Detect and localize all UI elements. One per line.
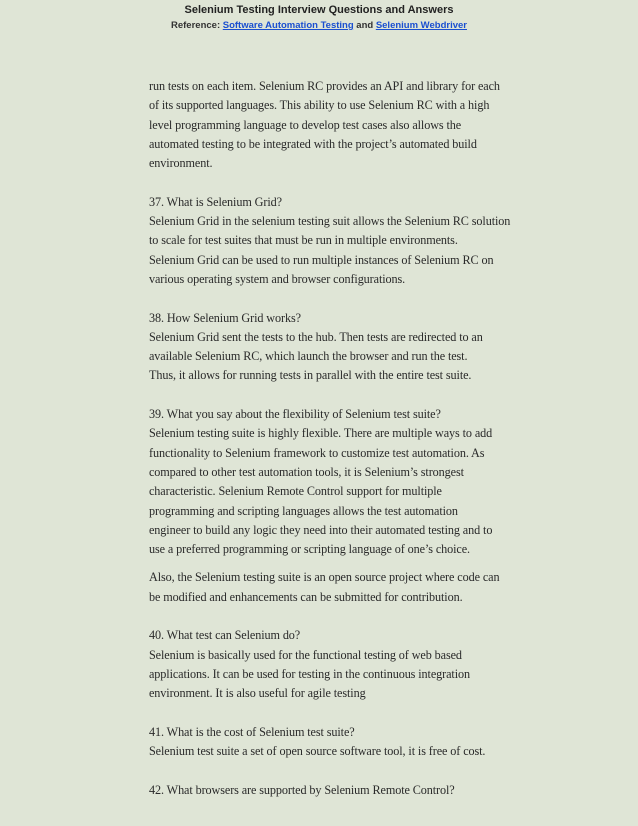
paragraph-open-source bbox=[149, 568, 569, 607]
text-line: programming and scripting languages allows the test automation bbox=[149, 503, 458, 518]
software-automation-testing-link[interactable]: Software Automation Testing bbox=[222, 20, 354, 31]
question-heading: 38. How Selenium Grid works? bbox=[149, 310, 301, 325]
text-line: various operating system and browser configurations. bbox=[149, 271, 406, 286]
text-line: be modified and enhancements can be submitted for contribution. bbox=[149, 589, 463, 604]
text-line: characteristic. Selenium Remote Control support for multiple bbox=[149, 484, 442, 499]
text-line: Selenium testing suite is highly flexible. There are multiple ways to add bbox=[149, 426, 493, 441]
reference-prefix: Reference: bbox=[171, 20, 223, 31]
text-line: Selenium Grid sent the tests to the hub. Then tests are redirected to an bbox=[149, 329, 483, 344]
question-40 bbox=[149, 626, 569, 703]
question-37 bbox=[149, 193, 569, 289]
text-line: level programming language to develop test cases also allows the bbox=[149, 117, 462, 132]
text-line: use a preferred programming or scripting language of one’s choice. bbox=[149, 542, 470, 557]
question-38 bbox=[149, 309, 569, 386]
document-body bbox=[149, 77, 569, 819]
text-line: Also, the Selenium testing suite is an open source project where code can bbox=[149, 570, 500, 585]
question-39 bbox=[149, 405, 569, 559]
text-line: Thus, it allows for running tests in parallel with the entire test suite. bbox=[149, 368, 472, 383]
text-line: Selenium Grid in the selenium testing suit allows the Selenium RC solution bbox=[149, 214, 511, 229]
question-heading: 37. What is Selenium Grid? bbox=[149, 194, 282, 209]
question-heading: 39. What you say about the flexibility of Selenium test suite? bbox=[149, 407, 441, 422]
document-title: Selenium Testing Interview Questions and Answers bbox=[184, 4, 454, 16]
text-line: available Selenium RC, which launch the browser and run the test. bbox=[149, 349, 468, 364]
text-line: of its supported languages. This ability to use Selenium RC with a high bbox=[149, 98, 490, 113]
question-heading: 40. What test can Selenium do? bbox=[149, 628, 301, 643]
text-line: run tests on each item. Selenium RC provides an API and library for each bbox=[149, 79, 500, 93]
text-line: compared to other test automation tools, it is Selenium’s strongest bbox=[149, 464, 464, 479]
question-heading: 42. What browsers are supported by Selenium Remote Control? bbox=[149, 782, 455, 797]
text-line: automated testing to be integrated with the project’s automated build bbox=[149, 136, 477, 151]
text-line: Selenium is basically used for the functional testing of web based bbox=[149, 647, 462, 662]
text-line: Selenium test suite a set of open source software tool, it is free of cost. bbox=[149, 744, 486, 759]
page-header bbox=[0, 0, 638, 32]
text-line: to scale for test suites that must be run in multiple environments. bbox=[149, 233, 458, 248]
text-line: applications. It can be used for testing in the continuous integration bbox=[149, 666, 470, 681]
text-line: functionality to Selenium framework to customize test automation. As bbox=[149, 445, 485, 460]
text-line: environment. bbox=[149, 156, 213, 171]
reference-line bbox=[0, 19, 638, 32]
text-line: environment. It is also useful for agile testing bbox=[149, 686, 366, 701]
text-line: engineer to build any logic they need into their automated testing and to bbox=[149, 522, 493, 537]
text-line: Selenium Grid can be used to run multiple instances of Selenium RC on bbox=[149, 252, 494, 267]
question-42 bbox=[149, 781, 569, 800]
selenium-webdriver-link[interactable]: Selenium Webdriver bbox=[375, 20, 467, 31]
reference-and: and bbox=[353, 20, 376, 31]
paragraph-rc-intro bbox=[149, 77, 569, 173]
question-heading: 41. What is the cost of Selenium test suite? bbox=[149, 724, 355, 739]
question-41 bbox=[149, 723, 569, 762]
